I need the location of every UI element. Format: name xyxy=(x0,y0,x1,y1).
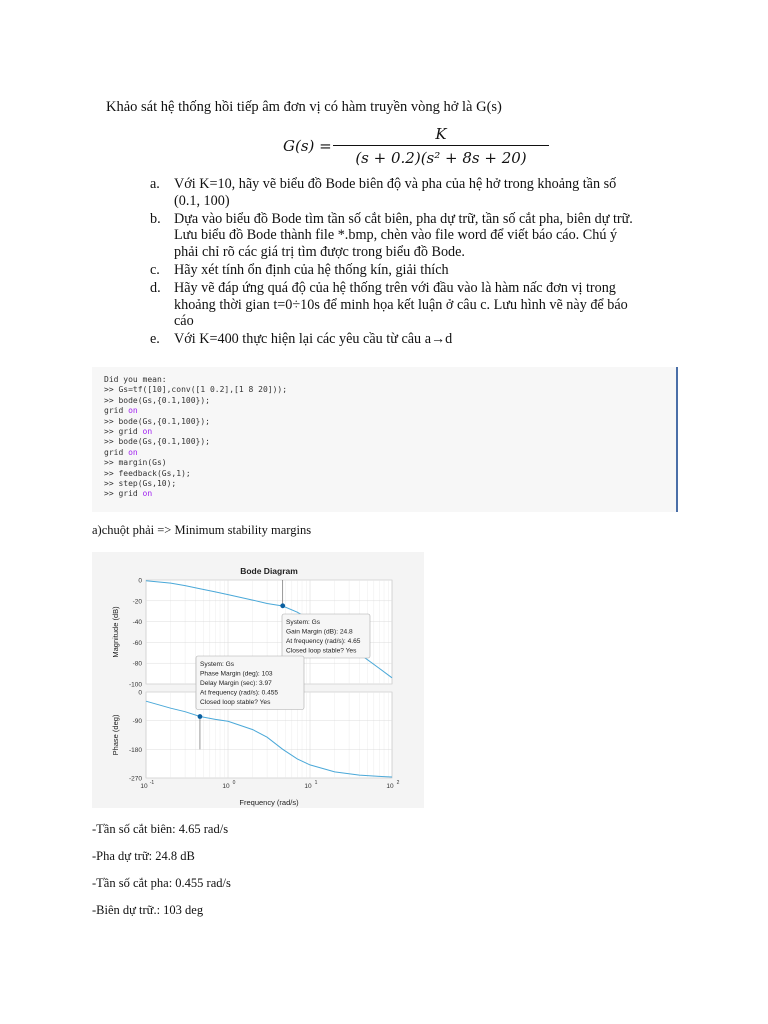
magnitude-tick-label: -100 xyxy=(128,681,142,689)
code-line: Did you mean: xyxy=(104,375,167,384)
phase-margin-tooltip-line: Delay Margin (sec): 3.97 xyxy=(200,680,272,687)
task-text: Hãy vẽ đáp ứng quá độ của hệ thống trên với đầu vào là hàm nấc đơn vị trong khoảng thời gian t=0÷10s để minh họa kết luận ở câu c. Lưu hình vẽ này để báo cáo xyxy=(174,279,628,330)
phase-margin-tooltip-line: At frequency (rad/s): 0.455 xyxy=(200,689,279,697)
phase-margin-marker xyxy=(198,714,203,719)
frequency-tick-label: 10 xyxy=(222,783,230,790)
code-line: grid on xyxy=(104,447,138,457)
task-text: Với K=10, hãy vẽ biểu đồ Bode biên độ và pha của hệ hở trong khoảng tần số (0.1, 100) xyxy=(174,176,617,209)
code-line: >> bode(Gs,{0.1,100}); xyxy=(104,416,210,426)
result-gain-margin: -Biên dự trữ.: 103 deg xyxy=(92,903,204,917)
task-text: Hãy xét tính ổn định của hệ thống kín, giải thích xyxy=(174,261,449,278)
matlab-command-window xyxy=(92,367,678,512)
code-line: >> grid on xyxy=(104,427,153,437)
magnitude-tick-label: 0 xyxy=(138,577,142,585)
problem-intro: Khảo sát hệ thống hồi tiếp âm đơn vị có hàm truyền vòng hở là G(s) xyxy=(106,99,502,115)
code-line: grid on xyxy=(104,406,138,416)
gain-margin-tooltip-line: At frequency (rad/s): 4.65 xyxy=(286,638,361,645)
chart-title: Bode Diagram xyxy=(240,566,298,576)
task-marker: a. xyxy=(150,176,160,192)
fraction-bar xyxy=(333,145,549,146)
frequency-tick-exponent: -1 xyxy=(149,780,155,786)
code-line: >> grid on xyxy=(104,489,153,499)
result-phase-margin: -Pha dự trữ: 24.8 dB xyxy=(92,849,195,863)
magnitude-tick-label: -20 xyxy=(132,598,142,606)
frequency-tick-label: 10 xyxy=(386,783,394,790)
task-item xyxy=(150,262,640,279)
formula-numerator: K xyxy=(435,125,447,143)
phase-margin-tooltip-line: Closed loop stable? Yes xyxy=(200,699,271,706)
frequency-tick-label: 10 xyxy=(140,783,148,790)
bode-svg xyxy=(92,552,424,808)
task-marker: d. xyxy=(150,279,161,296)
formula-lhs: G(s) = xyxy=(283,137,332,155)
frequency-tick-exponent: 0 xyxy=(232,780,236,786)
code-line: >> bode(Gs,{0.1,100}); xyxy=(104,437,210,447)
phase-tick-label: -270 xyxy=(128,775,142,783)
frequency-tick-exponent: 1 xyxy=(314,780,318,786)
phase-tick-label: 0 xyxy=(138,689,142,697)
phase-tick-label: -180 xyxy=(128,746,142,754)
task-item xyxy=(150,280,640,330)
task-marker: c. xyxy=(150,261,160,278)
bode-diagram xyxy=(92,552,424,808)
task-list xyxy=(150,176,640,349)
phase-margin-tooltip-line: Phase Margin (deg): 103 xyxy=(200,670,273,678)
task-marker: b. xyxy=(150,210,161,227)
formula-denominator: (s + 0.2)(s² + 8s + 20) xyxy=(355,149,527,167)
code-line: >> margin(Gs) xyxy=(104,458,167,468)
gain-margin-tooltip-line: Closed loop stable? Yes xyxy=(286,647,357,655)
formula-fraction xyxy=(333,124,549,168)
task-text: Với K=400 thực hiện lại các yêu cầu từ câu a→d xyxy=(174,331,453,348)
code-line: >> bode(Gs,{0.1,100}); xyxy=(104,395,210,405)
code-line: >> Gs=tf([10],conv([1 0.2],[1 8 20])); xyxy=(104,385,288,395)
task-item xyxy=(150,211,640,261)
gain-margin-tooltip-line: Gain Margin (dB): 24.8 xyxy=(286,628,353,636)
task-text: Dựa vào biểu đồ Bode tìm tần số cắt biên, pha dự trữ, tần số cắt pha, biên dự trữ. Lưu biểu đồ Bode thành file *.bmp, chèn vào file word để viết báo cáo. Chú ý phải chỉ rõ các giá trị tìm được trong biểu đồ Bode. xyxy=(174,210,633,261)
code-line: >> feedback(Gs,1); xyxy=(104,468,191,478)
phase-axis-label: Phase (deg) xyxy=(111,714,120,756)
margins-note: a)chuột phải => Minimum stability margins xyxy=(92,523,312,537)
phase-margin-tooltip-line: System: Gs xyxy=(200,661,235,668)
result-gain-crossover: -Tần số cắt biên: 4.65 rad/s xyxy=(92,822,229,836)
magnitude-axis-label: Magnitude (dB) xyxy=(111,606,120,658)
task-marker: e. xyxy=(150,331,160,348)
magnitude-tick-label: -40 xyxy=(132,619,142,627)
magnitude-tick-label: -60 xyxy=(132,639,142,647)
result-phase-crossover: -Tần số cắt pha: 0.455 rad/s xyxy=(92,876,231,890)
gain-margin-tooltip-line: System: Gs xyxy=(286,619,321,626)
gain-margin-marker xyxy=(280,603,285,608)
task-item xyxy=(150,331,640,348)
frequency-tick-label: 10 xyxy=(304,783,312,790)
phase-tick-label: -90 xyxy=(132,718,142,726)
frequency-tick-exponent: 2 xyxy=(396,780,400,786)
code-line: >> step(Gs,10); xyxy=(104,479,177,489)
magnitude-tick-label: -80 xyxy=(132,660,142,668)
task-item xyxy=(150,176,640,210)
frequency-axis-label: Frequency (rad/s) xyxy=(239,798,299,807)
